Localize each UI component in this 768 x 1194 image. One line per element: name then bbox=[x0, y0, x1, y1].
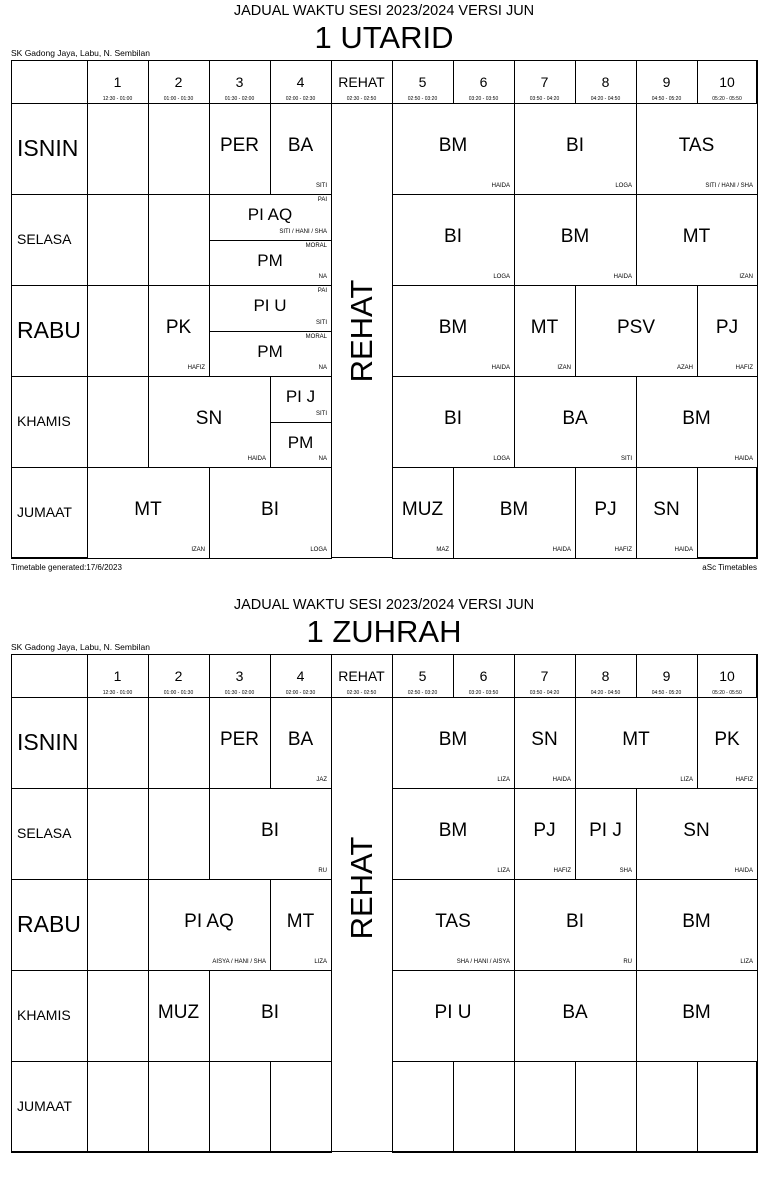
period-number: 7 bbox=[540, 668, 549, 684]
lesson-teacher: LOGA bbox=[310, 547, 327, 553]
period-number: 3 bbox=[235, 74, 244, 90]
period-number: 5 bbox=[418, 668, 427, 684]
lesson-subject: BI bbox=[566, 134, 584, 156]
lesson-teacher: LIZA bbox=[314, 959, 327, 965]
lesson-teacher: RU bbox=[623, 959, 632, 965]
lesson-subject: BA bbox=[562, 1001, 588, 1023]
lesson-note: MORAL bbox=[305, 334, 327, 340]
empty-cell bbox=[148, 103, 210, 195]
lesson-subject: BM bbox=[438, 728, 468, 750]
lesson-subject: SN bbox=[653, 498, 680, 520]
lesson-teacher: IZAN bbox=[557, 365, 571, 371]
lesson-subject: MT bbox=[530, 316, 559, 338]
school-name: SK Gadong Jaya, Labu, N. Sembilan bbox=[11, 642, 150, 652]
lesson-subject: PSV bbox=[616, 316, 656, 338]
lesson-subject: BI bbox=[261, 1001, 279, 1023]
period-number: 6 bbox=[479, 668, 488, 684]
lesson-subject: PI AQ bbox=[247, 205, 293, 224]
lesson-teacher: SITI bbox=[315, 320, 327, 326]
lesson-teacher: NA bbox=[318, 365, 327, 371]
period-number: 8 bbox=[601, 74, 610, 90]
empty-cell bbox=[87, 103, 149, 195]
empty-cell bbox=[392, 1061, 454, 1153]
header-cell bbox=[11, 60, 88, 104]
timetable-title: JADUAL WAKTU SESI 2023/2024 VERSI JUN bbox=[233, 597, 535, 613]
period-time: 04:50 - 05:20 bbox=[651, 690, 682, 696]
lesson-subject: SN bbox=[195, 407, 223, 429]
period-number: 4 bbox=[296, 668, 305, 684]
lesson-teacher: HAFIZ bbox=[735, 365, 753, 371]
lesson-teacher: IZAN bbox=[739, 274, 753, 280]
period-time: 04:20 - 04:50 bbox=[590, 96, 621, 102]
lesson-subject: PM bbox=[287, 432, 314, 452]
period-time: 05:20 - 05:50 bbox=[712, 96, 742, 102]
lesson-teacher: IZAN bbox=[191, 547, 205, 553]
day-label-isnin: ISNIN bbox=[17, 134, 79, 161]
period-number: 6 bbox=[479, 74, 488, 90]
period-number: 10 bbox=[719, 668, 735, 684]
period-time: 02:00 - 02:30 bbox=[285, 96, 316, 102]
lesson-teacher: HAIDA bbox=[552, 777, 571, 783]
lesson-subject: PM bbox=[257, 341, 283, 361]
lesson-teacher: HAFIZ bbox=[614, 547, 632, 553]
rehat-label: REHAT bbox=[343, 836, 379, 940]
period-time: 12:30 - 01:00 bbox=[102, 96, 133, 102]
day-label-rabu: RABU bbox=[17, 316, 81, 343]
period-time: 04:20 - 04:50 bbox=[590, 690, 621, 696]
period-time: 03:20 - 03:50 bbox=[468, 690, 499, 696]
empty-cell bbox=[87, 194, 149, 286]
lesson-teacher: LIZA bbox=[740, 959, 753, 965]
period-time: 01:00 - 01:30 bbox=[163, 96, 194, 102]
lesson-teacher: LOGA bbox=[493, 274, 510, 280]
lesson-teacher: HAFIZ bbox=[735, 777, 753, 783]
period-time: 02:30 - 02:50 bbox=[346, 96, 377, 102]
lesson-subject: PI AQ bbox=[184, 910, 234, 932]
day-label-rabu: RABU bbox=[17, 910, 81, 937]
lesson-teacher: HAIDA bbox=[613, 274, 632, 280]
period-number: 5 bbox=[418, 74, 427, 90]
period-number: REHAT bbox=[338, 668, 385, 684]
lesson-subject: BM bbox=[560, 225, 590, 247]
period-time: 01:00 - 01:30 bbox=[163, 690, 194, 696]
period-time: 02:30 - 02:50 bbox=[346, 690, 377, 696]
lesson-note: PAI bbox=[317, 197, 327, 203]
period-number: 9 bbox=[662, 74, 671, 90]
lesson-subject: MUZ bbox=[401, 498, 444, 520]
period-time: 12:30 - 01:00 bbox=[102, 690, 133, 696]
lesson-subject: TAS bbox=[678, 134, 715, 156]
lesson-teacher: HAIDA bbox=[491, 183, 510, 189]
lesson-subject: PK bbox=[714, 728, 740, 750]
class-name: 1 ZUHRAH bbox=[306, 614, 462, 649]
lesson-subject: BI bbox=[261, 498, 279, 520]
lesson-subject: MT bbox=[286, 910, 315, 932]
lesson-teacher: SITI / HANI / SHA bbox=[705, 183, 753, 189]
lesson-teacher: HAFIZ bbox=[187, 365, 205, 371]
lesson-teacher: SHA / HANI / AISYA bbox=[456, 959, 510, 965]
empty-cell bbox=[636, 1061, 698, 1153]
period-number: 10 bbox=[719, 74, 735, 90]
day-label-khamis: KHAMIS bbox=[17, 412, 71, 429]
empty-cell bbox=[209, 1061, 271, 1153]
lesson-teacher: HAIDA bbox=[734, 868, 753, 874]
lesson-teacher: HAIDA bbox=[552, 547, 571, 553]
lesson-teacher: SHA bbox=[619, 868, 632, 874]
empty-cell bbox=[514, 1061, 576, 1153]
day-label-isnin: ISNIN bbox=[17, 728, 79, 755]
lesson-subject: BM bbox=[682, 407, 711, 429]
rehat-label: REHAT bbox=[343, 279, 379, 382]
empty-cell bbox=[148, 697, 210, 789]
empty-cell bbox=[87, 879, 149, 971]
lesson-subject: TAS bbox=[435, 910, 471, 932]
period-number: REHAT bbox=[338, 74, 385, 90]
lesson-subject: PI U bbox=[434, 1001, 472, 1023]
lesson-teacher: AISYA / HANI / SHA bbox=[212, 959, 266, 965]
empty-cell bbox=[87, 1061, 149, 1153]
lesson-teacher: RU bbox=[318, 868, 327, 874]
lesson-teacher: LIZA bbox=[497, 868, 510, 874]
empty-cell bbox=[453, 1061, 515, 1153]
lesson-teacher: SITI / HANI / SHA bbox=[279, 229, 327, 235]
period-time: 01:30 - 02:00 bbox=[224, 690, 255, 696]
day-label-jumaat: JUMAAT bbox=[17, 1097, 72, 1114]
lesson-subject: BM bbox=[438, 316, 468, 338]
lesson-subject: MT bbox=[682, 225, 711, 247]
lesson-subject: PJ bbox=[533, 819, 556, 841]
lesson-subject: BA bbox=[287, 134, 314, 156]
lesson-subject: BI bbox=[444, 407, 462, 429]
period-number: 2 bbox=[174, 74, 183, 90]
period-time: 03:50 - 04:20 bbox=[529, 96, 560, 102]
lesson-subject: PI U bbox=[253, 296, 287, 315]
lesson-subject: PI J bbox=[285, 387, 316, 406]
lesson-subject: MT bbox=[134, 498, 162, 520]
lesson-note: PAI bbox=[317, 288, 327, 294]
lesson-subject: PJ bbox=[715, 316, 739, 338]
lesson-subject: PER bbox=[219, 134, 260, 156]
lesson-subject: MUZ bbox=[157, 1001, 200, 1023]
period-number: 3 bbox=[235, 668, 244, 684]
lesson-subject: BM bbox=[499, 498, 529, 520]
day-label-khamis: KHAMIS bbox=[17, 1006, 71, 1023]
lesson-subject: BM bbox=[682, 910, 711, 932]
lesson-teacher: NA bbox=[318, 456, 327, 462]
lesson-teacher: HAIDA bbox=[247, 456, 266, 462]
lesson-subject: BI bbox=[566, 910, 584, 932]
lesson-teacher: LOGA bbox=[615, 183, 632, 189]
lesson-teacher: SITI bbox=[315, 411, 327, 417]
footer-generated: Timetable generated:17/6/2023 bbox=[11, 563, 122, 572]
lesson-subject: BI bbox=[261, 819, 279, 841]
empty-cell bbox=[148, 1061, 210, 1153]
day-label-selasa: SELASA bbox=[17, 230, 72, 247]
lesson-note: MORAL bbox=[305, 243, 327, 249]
lesson-subject: SN bbox=[683, 819, 710, 841]
period-number: 4 bbox=[296, 74, 305, 90]
header-cell bbox=[11, 654, 88, 698]
lesson-teacher: LOGA bbox=[493, 456, 510, 462]
lesson-subject: MT bbox=[622, 728, 650, 750]
lesson-subject: PM bbox=[257, 250, 283, 270]
lesson-teacher: HAIDA bbox=[491, 365, 510, 371]
period-number: 2 bbox=[174, 668, 183, 684]
empty-cell bbox=[697, 467, 758, 559]
empty-cell bbox=[270, 1061, 332, 1153]
period-number: 8 bbox=[601, 668, 610, 684]
period-number: 7 bbox=[540, 74, 549, 90]
lesson-subject: PK bbox=[165, 316, 192, 338]
lesson-subject: PJ bbox=[594, 498, 617, 520]
timetable-block bbox=[0, 594, 768, 1194]
lesson-teacher: MAZ bbox=[436, 547, 449, 553]
lesson-teacher: HAFIZ bbox=[553, 868, 571, 874]
lesson-teacher: HAIDA bbox=[674, 547, 693, 553]
lesson-teacher: JAZ bbox=[316, 777, 327, 783]
lesson-teacher: AZAH bbox=[676, 365, 693, 371]
lesson-subject: BA bbox=[562, 407, 588, 429]
lesson-teacher: LIZA bbox=[680, 777, 693, 783]
empty-cell bbox=[575, 1061, 637, 1153]
footer-brand: aSc Timetables bbox=[702, 563, 757, 572]
class-name: 1 UTARID bbox=[314, 20, 454, 55]
period-time: 02:00 - 02:30 bbox=[285, 690, 316, 696]
day-label-jumaat: JUMAAT bbox=[17, 503, 72, 520]
lesson-subject: PER bbox=[219, 728, 260, 750]
period-time: 05:20 - 05:50 bbox=[712, 690, 742, 696]
period-time: 04:50 - 05:20 bbox=[651, 96, 682, 102]
lesson-subject: SN bbox=[531, 728, 558, 750]
empty-cell bbox=[87, 788, 149, 880]
lesson-teacher: SITI bbox=[315, 183, 327, 189]
lesson-teacher: SITI bbox=[620, 456, 632, 462]
empty-cell bbox=[87, 970, 149, 1062]
lesson-subject: BI bbox=[444, 225, 462, 247]
period-time: 01:30 - 02:00 bbox=[224, 96, 255, 102]
empty-cell bbox=[148, 194, 210, 286]
empty-cell bbox=[148, 788, 210, 880]
empty-cell bbox=[87, 376, 149, 468]
period-time: 02:50 - 03:20 bbox=[407, 96, 438, 102]
empty-cell bbox=[87, 697, 149, 789]
period-time: 03:50 - 04:20 bbox=[529, 690, 560, 696]
day-label-selasa: SELASA bbox=[17, 824, 72, 841]
period-number: 1 bbox=[113, 668, 122, 684]
period-time: 02:50 - 03:20 bbox=[407, 690, 438, 696]
lesson-subject: BM bbox=[438, 134, 468, 156]
lesson-teacher: LIZA bbox=[497, 777, 510, 783]
school-name: SK Gadong Jaya, Labu, N. Sembilan bbox=[11, 48, 150, 58]
lesson-teacher: NA bbox=[318, 274, 327, 280]
lesson-subject: PI J bbox=[589, 819, 622, 841]
lesson-subject: BM bbox=[682, 1001, 711, 1023]
period-number: 1 bbox=[113, 74, 122, 90]
empty-cell bbox=[697, 1061, 758, 1153]
period-number: 9 bbox=[662, 668, 671, 684]
period-time: 03:20 - 03:50 bbox=[468, 96, 499, 102]
empty-cell bbox=[87, 285, 149, 377]
lesson-teacher: HAIDA bbox=[734, 456, 753, 462]
lesson-subject: BA bbox=[287, 728, 314, 750]
lesson-subject: BM bbox=[438, 819, 468, 841]
timetable-title: JADUAL WAKTU SESI 2023/2024 VERSI JUN bbox=[233, 3, 535, 19]
